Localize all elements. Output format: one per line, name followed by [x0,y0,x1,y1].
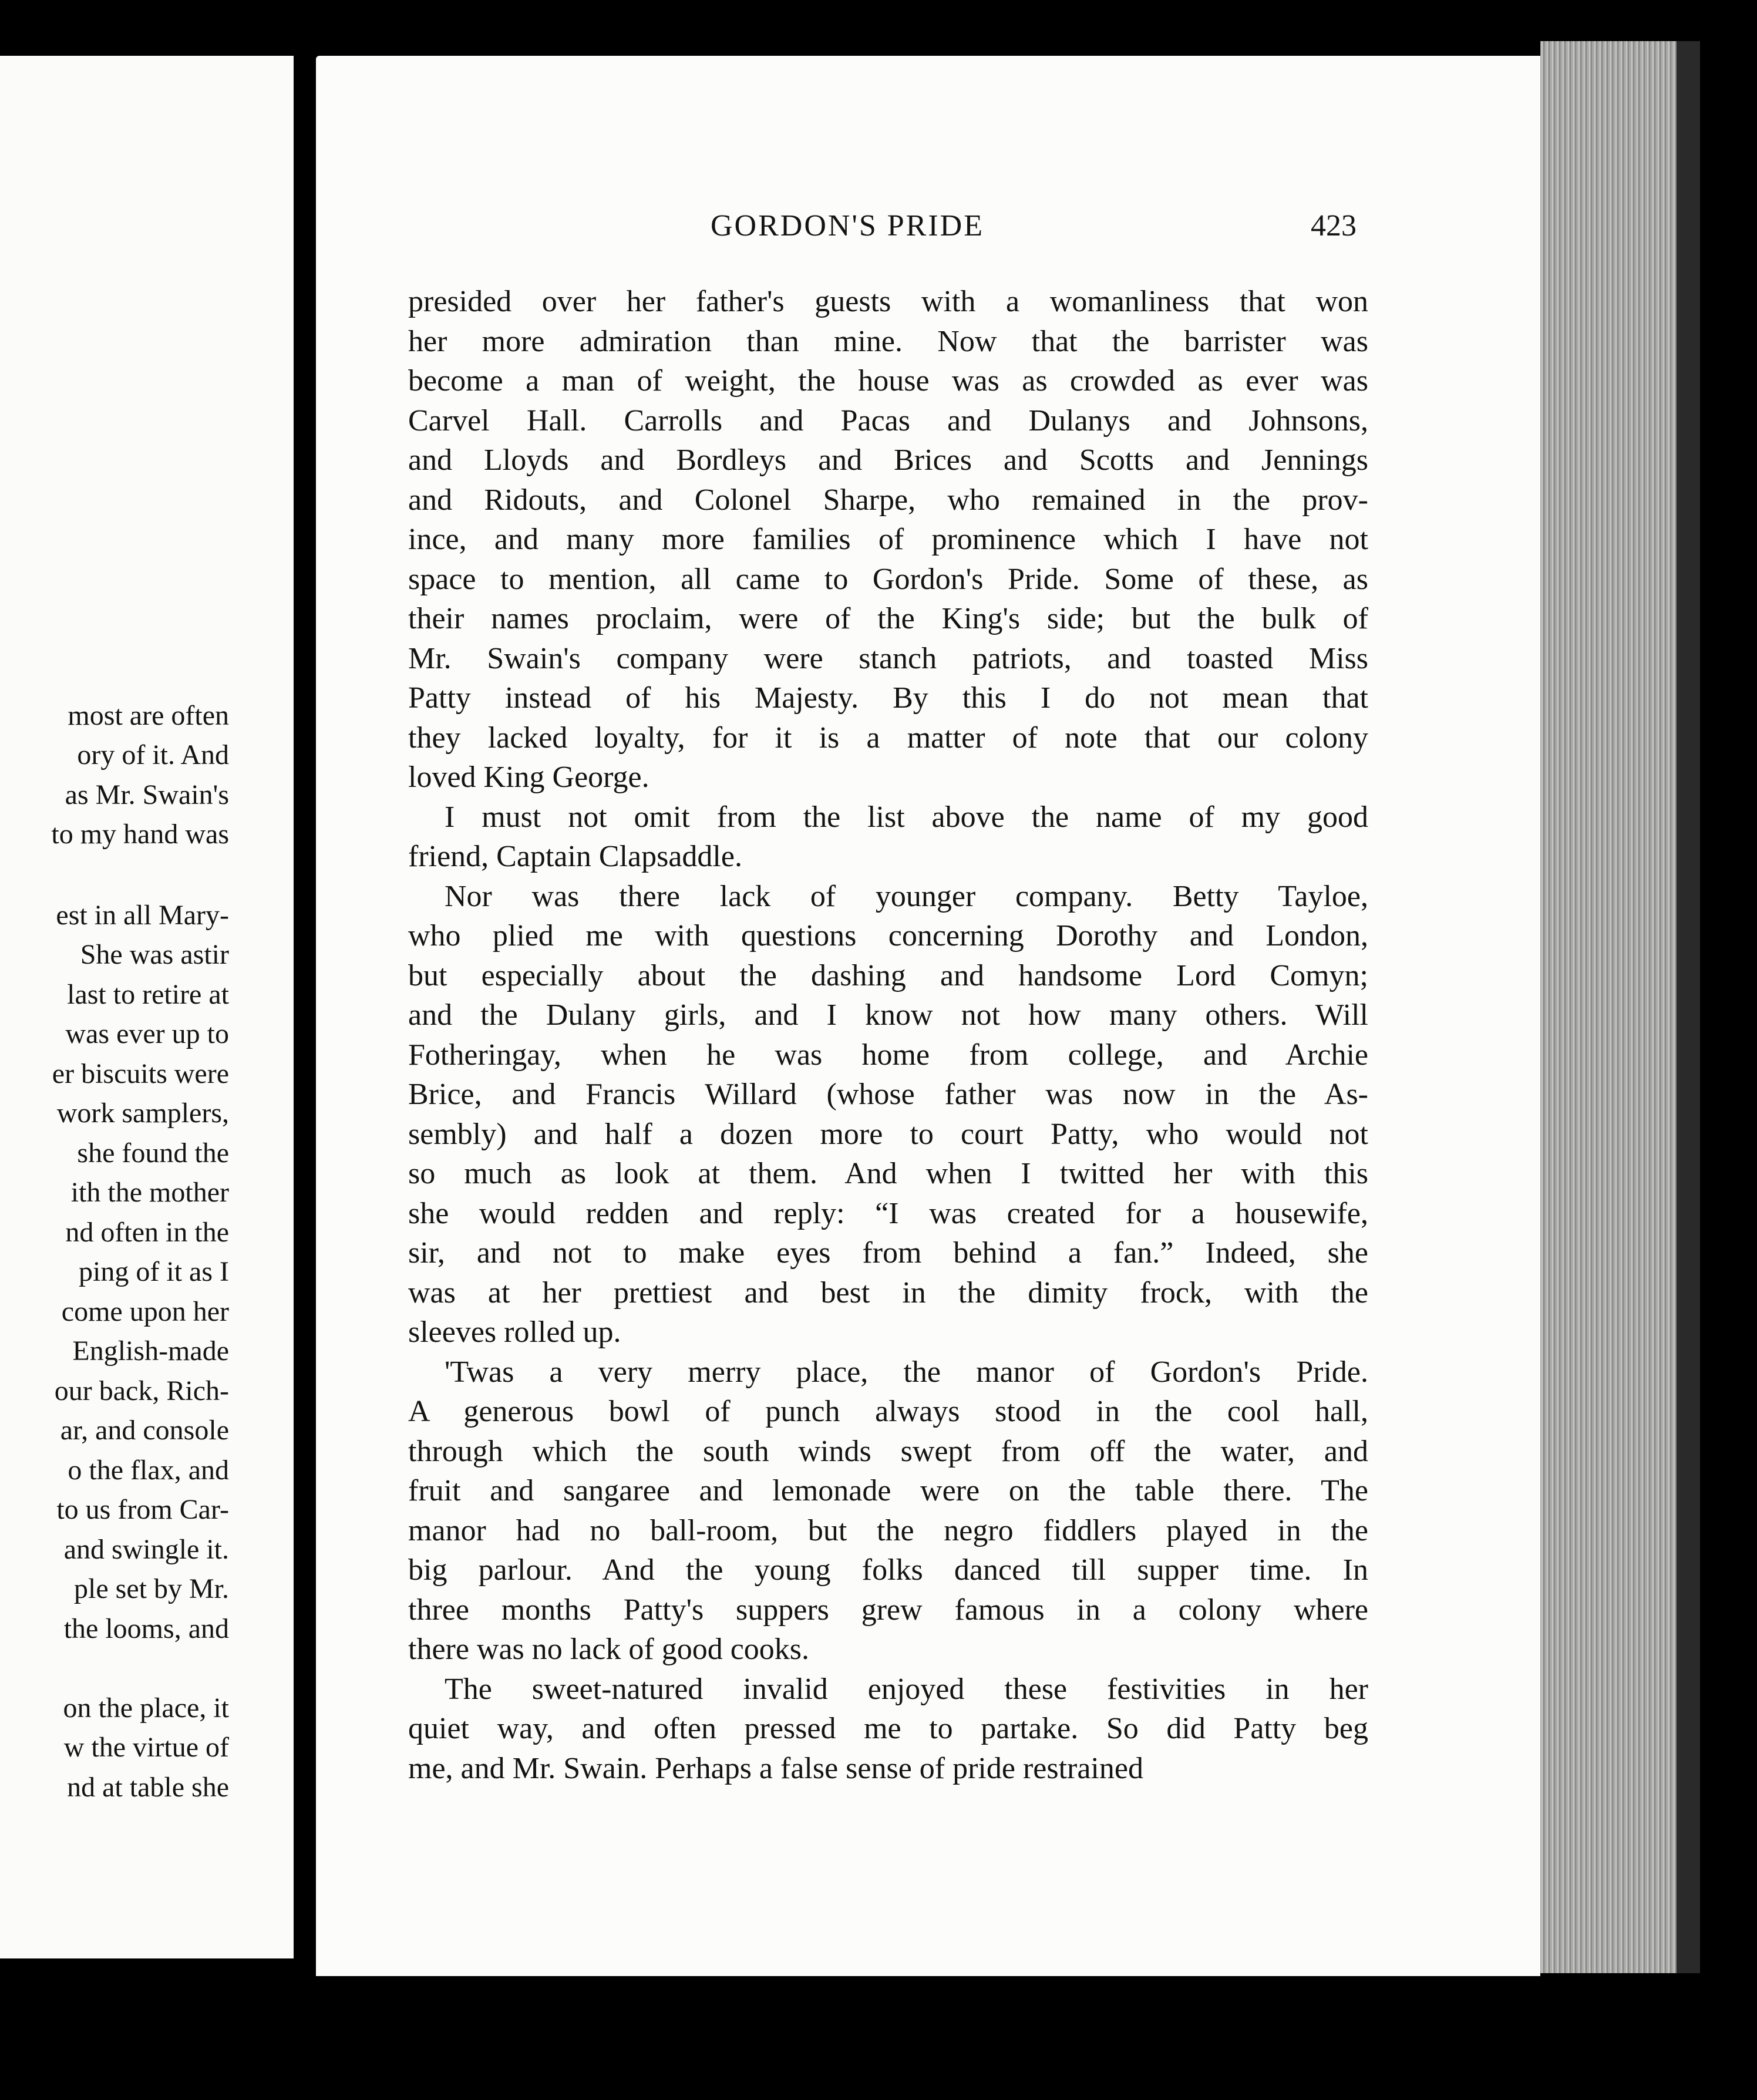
paragraph [408,1352,1368,1670]
paragraph [408,877,1368,1352]
text-line: Fotheringay, when he was home from college, and Archie [408,1038,1368,1072]
left-page-line: most are often [68,700,229,731]
left-page-line: est in all Mary- [56,900,229,931]
text-line: sleeves rolled up. [408,1315,621,1349]
left-page-line: the looms, and [63,1613,229,1644]
left-page-line: last to retire at [67,979,229,1010]
left-page-line: and swingle it. [63,1534,229,1565]
left-page-line: as Mr. Swain's [65,779,229,810]
left-page-line: on the place, it [63,1692,229,1724]
text-line: sir, and not to make eyes from behind a fan.” Indeed, she [408,1236,1368,1270]
left-page-line: ple set by Mr. [74,1573,229,1604]
text-line: I must not omit from the list above the name of my good [445,800,1368,834]
left-page-line: w the virtue of [63,1732,229,1763]
text-line: friend, Captain Clapsaddle. [408,840,742,873]
left-page-line: was ever up to [65,1018,229,1049]
text-line: sembly) and half a dozen more to court Patty, who would not [408,1117,1368,1151]
text-line: big parlour. And the young folks danced till supper time. In [408,1553,1368,1587]
text-line: me, and Mr. Swain. Perhaps a false sense of pride restrained [408,1751,1143,1785]
left-page-line: come upon her [61,1296,229,1327]
left-page-line: to us from Car- [56,1494,229,1525]
left-page-line: English-made [72,1335,229,1367]
left-page-line: er biscuits were [52,1058,229,1089]
text-line: her more admiration than mine. Now that the barrister was [408,324,1368,358]
book-cover-edge [1677,41,1700,1973]
text-line: The sweet-natured invalid enjoyed these festivities in her [445,1672,1368,1706]
text-line: Nor was there lack of younger company. Betty Tayloe, [445,879,1368,913]
text-line: space to mention, all came to Gordon's Pride. Some of these, as [408,562,1368,596]
text-line: presided over her father's guests with a womanliness that won [408,285,1368,318]
left-page-line: she found the [77,1138,229,1169]
left-page [0,56,294,1958]
left-page-line: She was astir [80,939,229,970]
paragraph [408,1670,1368,1789]
text-line: Carvel Hall. Carrolls and Pacas and Dulanys and Johnsons, [408,403,1368,438]
text-line: their names proclaim, were of the King's side; but the bulk of [408,602,1368,635]
text-line: 'Twas a very merry place, the manor of Gordon's Pride. [445,1355,1368,1389]
text-line: but especially about the dashing and handsome Lord Comyn; [408,958,1368,992]
text-line: Mr. Swain's company were stanch patriots, and toasted Miss [408,641,1368,675]
left-page-line: to my hand was [51,819,229,850]
text-line: and Ridouts, and Colonel Sharpe, who remained in the prov- [408,483,1368,517]
text-line: Brice, and Francis Willard (whose father was now in the As- [408,1078,1368,1111]
left-page-line: our back, Rich- [54,1375,229,1406]
paragraph [408,282,1368,797]
left-page-line: nd often in the [65,1217,229,1248]
left-page-line: nd at table she [67,1772,229,1803]
running-head: GORDON'S PRIDE [711,209,984,243]
text-line: loved King George. [408,760,649,794]
page-edges [1540,41,1677,1973]
left-page-line: work samplers, [56,1098,229,1129]
left-page-line: ith the mother [70,1177,229,1208]
text-line: Patty instead of his Majesty. By this I do not mean that [408,681,1368,715]
body-text [408,282,1368,1788]
book-gutter [294,76,316,1956]
left-page-line: ory of it. And [77,739,229,770]
text-line: ince, and many more families of prominence which I have not [408,523,1368,556]
text-line: there was no lack of good cooks. [408,1633,810,1666]
text-line: three months Patty's suppers grew famous in a colony where [408,1593,1368,1627]
text-line: they lacked loyalty, for it is a matter of note that our colony [408,721,1368,755]
page-number: 423 [1311,209,1357,243]
text-line: quiet way, and often pressed me to partake. So did Patty beg [408,1712,1368,1745]
paragraph [408,797,1368,877]
left-page-line: o the flax, and [68,1455,229,1486]
left-page-line: ping of it as I [79,1256,229,1287]
text-line: manor had no ball-room, but the negro fiddlers played in the [408,1513,1368,1547]
text-line: and Lloyds and Bordleys and Brices and Scotts and Jennings [408,443,1368,477]
text-line: become a man of weight, the house was as crowded as ever was [408,364,1368,398]
text-line: she would redden and reply: “I was created for a housewife, [408,1196,1368,1230]
text-line: fruit and sangaree and lemonade were on the table there. The [408,1474,1368,1507]
text-line: and the Dulany girls, and I know not how many others. Will [408,998,1368,1032]
text-line: was at her prettiest and best in the dimity frock, with the [408,1276,1368,1310]
text-line: A generous bowl of punch always stood in the cool hall, [408,1395,1368,1428]
text-line: so much as look at them. And when I twitted her with this [408,1157,1368,1190]
text-line: through which the south winds swept from off the water, and [408,1434,1368,1468]
left-page-line: ar, and console [60,1415,229,1446]
text-line: who plied me with questions concerning Dorothy and London, [408,919,1368,953]
